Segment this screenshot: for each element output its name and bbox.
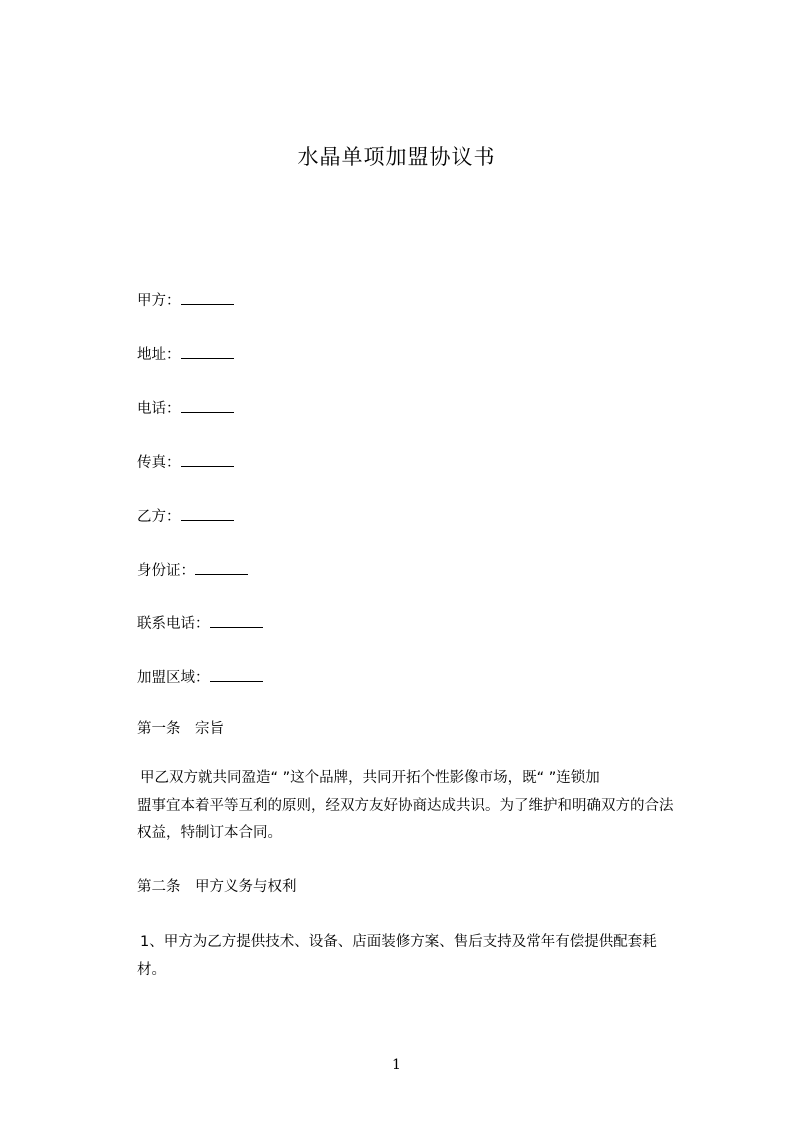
fill-blank: [210, 614, 263, 628]
field-franchise-region: [137, 668, 263, 688]
field-label: 电话：: [137, 401, 181, 417]
fill-blank: [181, 345, 234, 359]
document-title: 水晶单项加盟协议书: [297, 145, 496, 169]
field-party-a: [137, 291, 234, 311]
field-fax: [137, 453, 234, 473]
paragraph-line: 1、甲方为乙方提供技术、设备、店面装修方案、售后支持及常年有偿提供配套耗: [140, 934, 657, 950]
field-address: [137, 345, 234, 365]
field-party-b: [137, 507, 234, 527]
field-id-card: [137, 561, 248, 581]
paragraph-line: 盟事宜本着平等互利的原则，经双方友好协商达成共识。为了维护和明确双方的合法: [137, 797, 674, 814]
article-2-paragraph: [137, 929, 717, 984]
fill-blank: [195, 561, 248, 575]
field-label: 地址：: [137, 347, 181, 363]
fill-blank: [181, 453, 234, 467]
fill-blank: [181, 507, 234, 521]
article-1-heading: 第一条 宗旨: [137, 721, 224, 737]
article-1-paragraph: [137, 765, 717, 848]
fill-blank: [210, 668, 263, 682]
field-phone: [137, 399, 234, 419]
field-label: 甲方：: [137, 293, 181, 309]
page-number: 1: [392, 1057, 401, 1073]
field-label: 传真：: [137, 455, 181, 471]
paragraph-line: 材。: [137, 961, 166, 978]
fill-blank: [181, 399, 234, 413]
field-label: 乙方：: [137, 509, 181, 525]
paragraph-line: 甲乙双方就共同盈造“ ”这个品牌，共同开拓个性影像市场，既“ ”连锁加: [140, 770, 600, 786]
paragraph-line: 权益，特制订本合同。: [137, 825, 282, 841]
field-contact-phone: [137, 614, 263, 634]
field-label: 联系电话：: [137, 616, 210, 632]
field-label: 加盟区域：: [137, 670, 210, 686]
fill-blank: [181, 291, 234, 305]
field-label: 身份证：: [137, 563, 195, 579]
article-2-heading: 第二条 甲方义务与权利: [137, 879, 297, 895]
